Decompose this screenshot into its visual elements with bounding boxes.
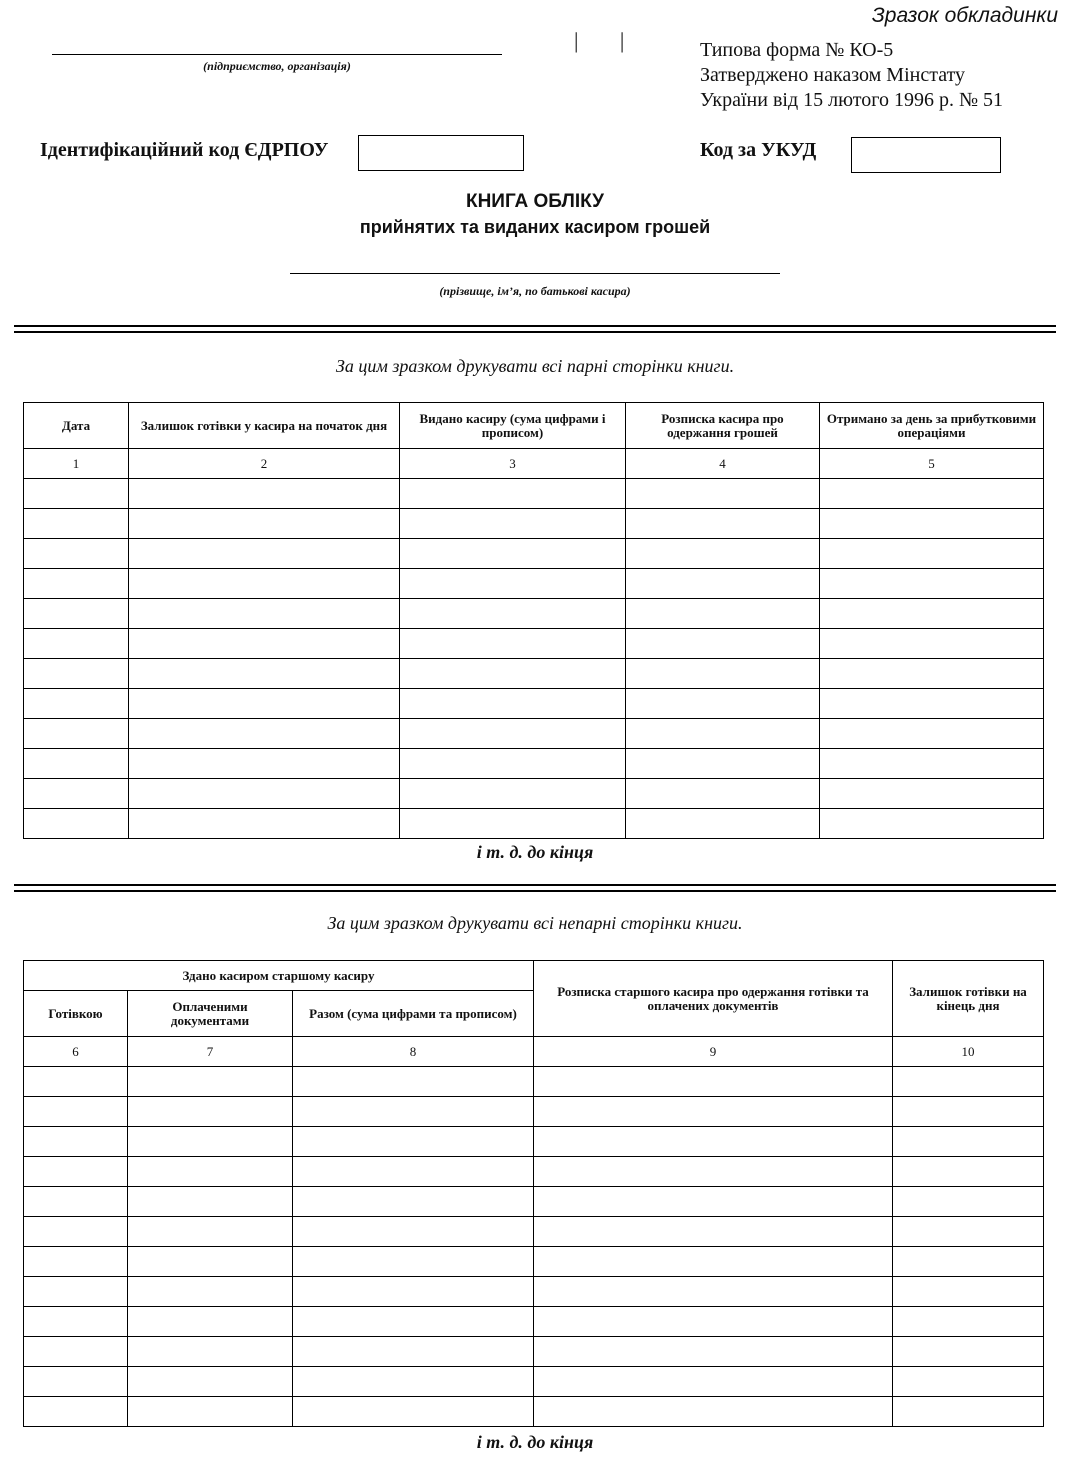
table-cell[interactable] bbox=[400, 479, 626, 509]
table-cell[interactable] bbox=[24, 479, 129, 509]
column-number: 3 bbox=[400, 449, 626, 479]
group-header-handed-over: Здано касиром старшому касиру bbox=[24, 961, 534, 991]
odd-pages-table bbox=[23, 960, 1044, 1427]
table-cell[interactable] bbox=[24, 509, 129, 539]
table-cell[interactable] bbox=[400, 809, 626, 839]
table-cell[interactable] bbox=[128, 1277, 293, 1307]
table-cell[interactable] bbox=[893, 1307, 1044, 1337]
table-cell[interactable] bbox=[24, 1097, 128, 1127]
table-cell[interactable] bbox=[820, 569, 1044, 599]
table-cell[interactable] bbox=[893, 1187, 1044, 1217]
table-cell[interactable] bbox=[534, 1217, 893, 1247]
table-row bbox=[24, 539, 1044, 569]
table-cell[interactable] bbox=[893, 1067, 1044, 1097]
table-cell[interactable] bbox=[128, 1397, 293, 1427]
section-divider bbox=[14, 325, 1056, 333]
even-pages-table bbox=[23, 402, 1044, 839]
table-row bbox=[24, 1187, 1044, 1217]
column-number: 1 bbox=[24, 449, 129, 479]
table-cell[interactable] bbox=[400, 719, 626, 749]
even-pages-tail: і т. д. до кінця bbox=[476, 842, 594, 862]
table-cell[interactable] bbox=[24, 779, 129, 809]
table-row bbox=[24, 1097, 1044, 1127]
table-row bbox=[24, 1067, 1044, 1097]
table-cell[interactable] bbox=[400, 539, 626, 569]
table-cell[interactable] bbox=[820, 659, 1044, 689]
table-cell[interactable] bbox=[534, 1157, 893, 1187]
column-number: 4 bbox=[626, 449, 820, 479]
table-cell[interactable] bbox=[24, 749, 129, 779]
table-cell[interactable] bbox=[24, 659, 129, 689]
odd-pages-note: За цим зразком друкувати всі непарні сторінки книги. bbox=[327, 913, 743, 933]
table-row bbox=[24, 569, 1044, 599]
table-row bbox=[24, 599, 1044, 629]
form-info bbox=[700, 38, 1003, 113]
table-cell[interactable] bbox=[893, 1277, 1044, 1307]
table-cell[interactable] bbox=[24, 1127, 128, 1157]
table-cell[interactable] bbox=[293, 1187, 534, 1217]
table-cell[interactable] bbox=[129, 539, 400, 569]
column-header-cashier-receipt: Розписка касира про одержання грошей bbox=[626, 403, 820, 449]
table-cell[interactable] bbox=[24, 1367, 128, 1397]
sample-label: Зразок обкладинки bbox=[871, 4, 1058, 27]
column-header-opening-balance: Залишок готівки у касира на початок дня bbox=[129, 403, 400, 449]
table-cell[interactable] bbox=[820, 809, 1044, 839]
table-cell[interactable] bbox=[893, 1127, 1044, 1157]
table-row bbox=[24, 719, 1044, 749]
table-cell[interactable] bbox=[128, 1247, 293, 1277]
table-cell[interactable] bbox=[626, 509, 820, 539]
column-number: 8 bbox=[293, 1037, 534, 1067]
table-cell[interactable] bbox=[400, 509, 626, 539]
table-row bbox=[24, 1397, 1044, 1427]
table-cell[interactable] bbox=[820, 539, 1044, 569]
table-row bbox=[24, 629, 1044, 659]
column-number: 10 bbox=[893, 1037, 1044, 1067]
table-row bbox=[24, 509, 1044, 539]
column-header-date: Дата bbox=[24, 403, 129, 449]
table-cell[interactable] bbox=[293, 1067, 534, 1097]
table-cell[interactable] bbox=[128, 1187, 293, 1217]
table-cell[interactable] bbox=[129, 569, 400, 599]
table-cell[interactable] bbox=[293, 1397, 534, 1427]
table-cell[interactable] bbox=[400, 779, 626, 809]
table-cell[interactable] bbox=[293, 1277, 534, 1307]
table-cell[interactable] bbox=[129, 809, 400, 839]
table-cell[interactable] bbox=[129, 509, 400, 539]
table-cell[interactable] bbox=[293, 1307, 534, 1337]
table-cell[interactable] bbox=[129, 659, 400, 689]
table-row bbox=[24, 1157, 1044, 1187]
table-row bbox=[24, 1307, 1044, 1337]
table-cell[interactable] bbox=[24, 1307, 128, 1337]
table-cell[interactable] bbox=[24, 1397, 128, 1427]
table-cell[interactable] bbox=[626, 569, 820, 599]
table-cell[interactable] bbox=[129, 689, 400, 719]
column-header-issued: Видано касиру (сума цифрами і прописом) bbox=[400, 403, 626, 449]
table-row bbox=[24, 659, 1044, 689]
table-row bbox=[24, 779, 1044, 809]
even-pages-note: За цим зразком друкувати всі парні сторінки книги. bbox=[335, 356, 735, 376]
table-cell[interactable] bbox=[893, 1367, 1044, 1397]
ukud-label: Код за УКУД bbox=[700, 139, 817, 161]
table-cell[interactable] bbox=[820, 629, 1044, 659]
table-cell[interactable] bbox=[893, 1217, 1044, 1247]
column-header-senior-receipt: Розписка старшого касира про одержання готівки та оплачених документів bbox=[534, 961, 893, 1037]
table-cell[interactable] bbox=[534, 1067, 893, 1097]
organization-caption: (підприємство, організація) bbox=[203, 59, 351, 73]
table-cell[interactable] bbox=[293, 1367, 534, 1397]
table-row bbox=[24, 1337, 1044, 1367]
table-cell[interactable] bbox=[293, 1217, 534, 1247]
table-cell[interactable] bbox=[24, 1157, 128, 1187]
table-cell[interactable] bbox=[626, 629, 820, 659]
table-cell[interactable] bbox=[534, 1337, 893, 1367]
form-number: Типова форма № КО-5 bbox=[700, 39, 894, 61]
table-cell[interactable] bbox=[534, 1127, 893, 1157]
table-cell[interactable] bbox=[820, 509, 1044, 539]
table-cell[interactable] bbox=[820, 779, 1044, 809]
table-cell[interactable] bbox=[24, 809, 129, 839]
table-row bbox=[24, 1217, 1044, 1247]
table-cell[interactable] bbox=[128, 1307, 293, 1337]
table-cell[interactable] bbox=[626, 599, 820, 629]
organization-line[interactable] bbox=[52, 54, 502, 55]
table-cell[interactable] bbox=[820, 689, 1044, 719]
table-cell[interactable] bbox=[24, 1067, 128, 1097]
table-cell[interactable] bbox=[820, 479, 1044, 509]
table-cell[interactable] bbox=[24, 719, 129, 749]
table-row bbox=[24, 1127, 1044, 1157]
table-cell[interactable] bbox=[128, 1067, 293, 1097]
table-row bbox=[24, 809, 1044, 839]
table-cell[interactable] bbox=[24, 1277, 128, 1307]
table-cell[interactable] bbox=[534, 1397, 893, 1427]
table-cell[interactable] bbox=[893, 1397, 1044, 1427]
table-cell[interactable] bbox=[24, 539, 129, 569]
table-row bbox=[24, 1367, 1044, 1397]
table-cell[interactable] bbox=[626, 479, 820, 509]
table-cell[interactable] bbox=[820, 749, 1044, 779]
table-cell[interactable] bbox=[400, 689, 626, 719]
table-cell[interactable] bbox=[534, 1247, 893, 1277]
table-row bbox=[24, 1277, 1044, 1307]
table-cell[interactable] bbox=[626, 689, 820, 719]
table-cell[interactable] bbox=[128, 1097, 293, 1127]
edrpou-code-box[interactable] bbox=[358, 135, 524, 171]
table-cell[interactable] bbox=[400, 599, 626, 629]
table-row bbox=[24, 479, 1044, 509]
ukud-code-box[interactable] bbox=[851, 137, 1001, 173]
table-cell[interactable] bbox=[293, 1127, 534, 1157]
table-cell[interactable] bbox=[534, 1307, 893, 1337]
table-row bbox=[24, 689, 1044, 719]
table-cell[interactable] bbox=[128, 1157, 293, 1187]
table-cell[interactable] bbox=[820, 599, 1044, 629]
column-header-daily-income: Отримано за день за прибутковими операціями bbox=[820, 403, 1044, 449]
column-header-cash: Готівкою bbox=[24, 991, 128, 1037]
table-cell[interactable] bbox=[893, 1097, 1044, 1127]
table-cell[interactable] bbox=[128, 1337, 293, 1367]
table-cell[interactable] bbox=[293, 1247, 534, 1277]
table-cell[interactable] bbox=[534, 1277, 893, 1307]
column-number: 5 bbox=[820, 449, 1044, 479]
table-cell[interactable] bbox=[626, 779, 820, 809]
table-cell[interactable] bbox=[128, 1127, 293, 1157]
table-cell[interactable] bbox=[24, 599, 129, 629]
table-cell[interactable] bbox=[128, 1367, 293, 1397]
table-cell[interactable] bbox=[893, 1157, 1044, 1187]
column-number: 6 bbox=[24, 1037, 128, 1067]
table-cell[interactable] bbox=[129, 779, 400, 809]
table-cell[interactable] bbox=[400, 659, 626, 689]
odd-pages-tail: і т. д. до кінця bbox=[476, 1432, 594, 1452]
table-cell[interactable] bbox=[129, 749, 400, 779]
form-approval: Затверджено наказом Мінстату bbox=[700, 64, 966, 86]
section-divider bbox=[14, 884, 1056, 892]
table-cell[interactable] bbox=[534, 1187, 893, 1217]
table-cell[interactable] bbox=[893, 1247, 1044, 1277]
book-title: КНИГА ОБЛІКУ bbox=[465, 191, 604, 212]
table-cell[interactable] bbox=[24, 1337, 128, 1367]
table-cell[interactable] bbox=[820, 719, 1044, 749]
table-cell[interactable] bbox=[24, 569, 129, 599]
table-cell[interactable] bbox=[129, 629, 400, 659]
table-cell[interactable] bbox=[24, 1187, 128, 1217]
column-number: 7 bbox=[128, 1037, 293, 1067]
form-date: України від 15 лютого 1996 р. № 51 bbox=[700, 89, 1004, 111]
table-cell[interactable] bbox=[626, 749, 820, 779]
book-subtitle: прийнятих та виданих касиром грошей bbox=[359, 217, 711, 237]
table-cell[interactable] bbox=[24, 1247, 128, 1277]
cashier-caption: (прізвище, ім’я, по батькові касира) bbox=[439, 284, 631, 298]
table-cell[interactable] bbox=[626, 539, 820, 569]
table-cell[interactable] bbox=[400, 569, 626, 599]
table-cell[interactable] bbox=[626, 659, 820, 689]
table-cell[interactable] bbox=[534, 1367, 893, 1397]
table-cell[interactable] bbox=[893, 1337, 1044, 1367]
table-cell[interactable] bbox=[400, 629, 626, 659]
column-header-total: Разом (сума цифрами та прописом) bbox=[293, 991, 534, 1037]
table-cell[interactable] bbox=[24, 689, 129, 719]
table-cell[interactable] bbox=[626, 809, 820, 839]
table-cell[interactable] bbox=[293, 1337, 534, 1367]
table-cell[interactable] bbox=[626, 719, 820, 749]
cashier-name-line[interactable] bbox=[290, 273, 780, 274]
table-row bbox=[24, 749, 1044, 779]
table-cell[interactable] bbox=[24, 1217, 128, 1247]
table-cell[interactable] bbox=[24, 629, 129, 659]
table-cell[interactable] bbox=[400, 749, 626, 779]
table-cell[interactable] bbox=[129, 479, 400, 509]
table-cell[interactable] bbox=[534, 1097, 893, 1127]
table-row bbox=[24, 1247, 1044, 1277]
tick-marks: | | bbox=[574, 28, 643, 53]
column-header-paid-documents: Оплаченими документами bbox=[128, 991, 293, 1037]
table-cell[interactable] bbox=[128, 1217, 293, 1247]
table-cell[interactable] bbox=[129, 599, 400, 629]
column-header-closing-balance: Залишок готівки на кінець дня bbox=[893, 961, 1044, 1037]
table-cell[interactable] bbox=[293, 1097, 534, 1127]
column-number: 9 bbox=[534, 1037, 893, 1067]
edrpou-label: Ідентифікаційний код ЄДРПОУ bbox=[40, 139, 329, 161]
table-cell[interactable] bbox=[293, 1157, 534, 1187]
table-cell[interactable] bbox=[129, 719, 400, 749]
column-number: 2 bbox=[129, 449, 400, 479]
